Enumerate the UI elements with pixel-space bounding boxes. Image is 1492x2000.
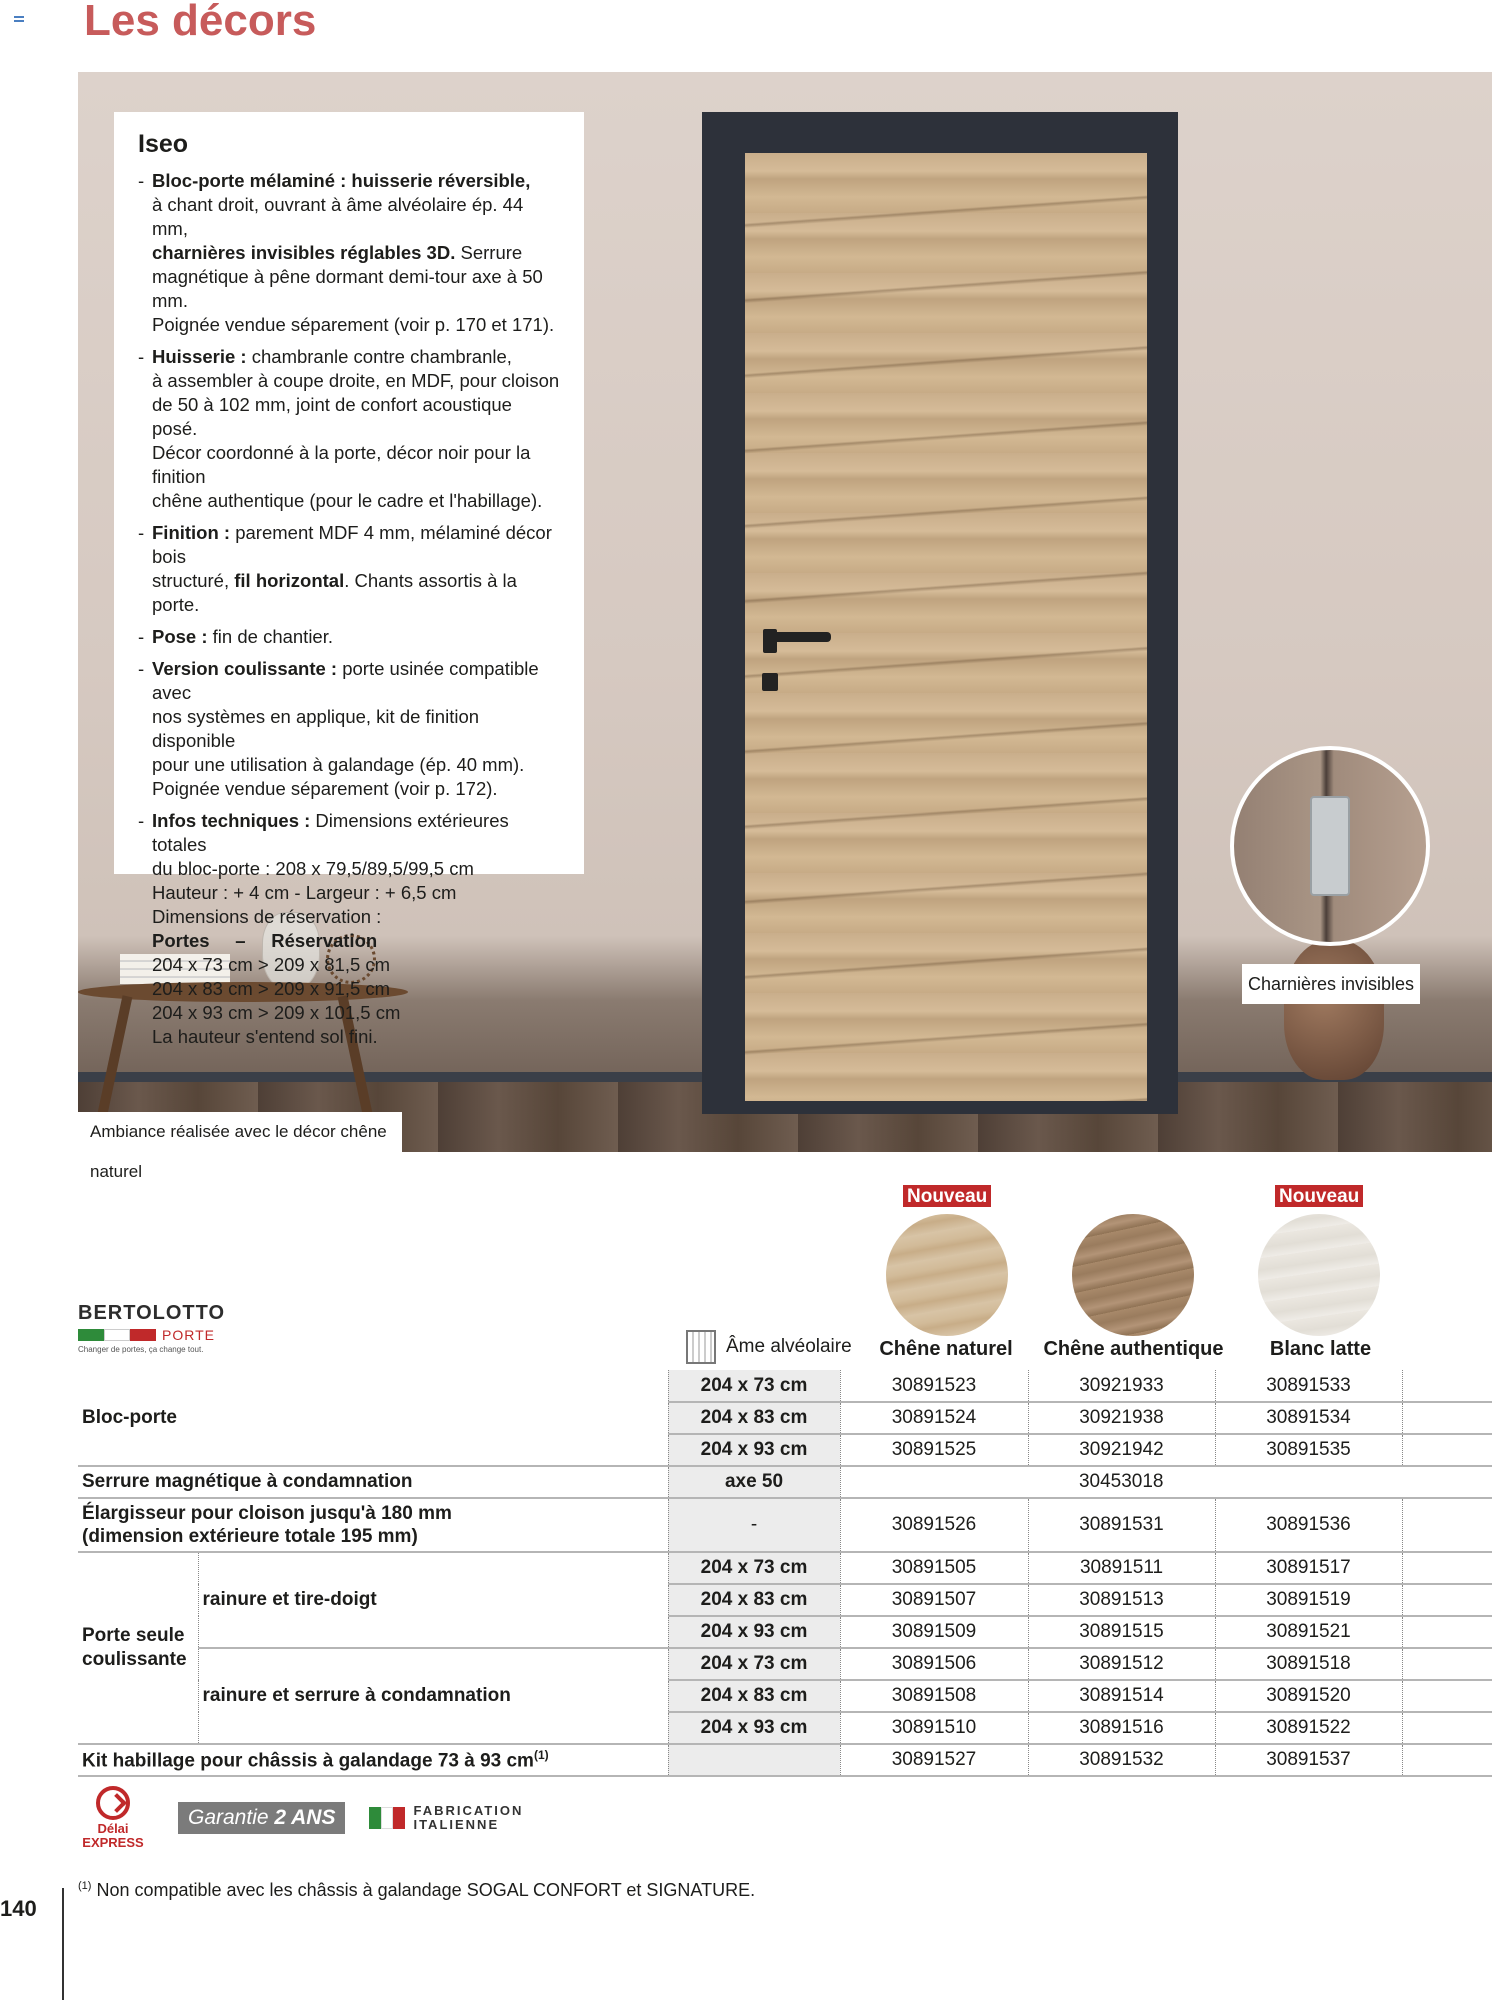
spec-line: pour une utilisation à galandage (ép. 40 mm). [152, 754, 525, 775]
column-header: Blanc latte [1269, 1338, 1372, 1360]
footnote: $^{(1)}$ Non compatible avec les châssis à galandage SOGAL CONFORT et SIGNATURE. [78, 1880, 756, 1900]
swatch-blanc-latte [1258, 1214, 1380, 1336]
table-row: 204 x 93 cm 30891525 30921942 30891535 [78, 1434, 1492, 1466]
new-badge: Nouveau [1274, 1184, 1364, 1208]
table-row: 204 x 83 cm 30891524 30921938 30891534 [78, 1402, 1492, 1434]
spec-item [138, 809, 562, 1049]
brand-slogan: Changer de portes, ça change tout. [78, 1345, 204, 1354]
spec-line: Poignée vendue séparement (voir p. 170 et 171). [152, 314, 555, 335]
spec-line: - Infos techniques : Dimensions extérieures totales [152, 810, 509, 855]
menu-icon[interactable] [14, 16, 24, 24]
row-label: Bloc-porte [78, 1370, 668, 1466]
hinge-closeup [1230, 746, 1430, 946]
spec-line: - Pose : fin de chantier. [152, 626, 334, 647]
spec-line: - Version coulissante : porte usinée compatible avec [152, 658, 539, 703]
table-row: 204 x 93 cm 30891510 30891516 30891522 [78, 1712, 1492, 1744]
product-title: Iseo [138, 130, 189, 158]
spec-line: de 50 à 102 mm, joint de confort acoustique posé. [152, 394, 512, 439]
row-label: Serrure magnétique à condamnation [78, 1466, 668, 1498]
row-label: Élargisseur pour cloison jusqu'à 180 mm (dimension extérieure totale 195 mm) [78, 1498, 668, 1552]
spec-line: nos systèmes en applique, kit de finition disponible [152, 706, 480, 751]
spec-line: à assembler à coupe droite, en MDF, pour cloison [152, 370, 560, 391]
spec-item [138, 625, 562, 649]
page-title: Les décors [84, 0, 317, 45]
brand-sub: PORTE [162, 1327, 215, 1343]
spec-line: chêne authentique (pour le cadre et l'habillage). [152, 490, 543, 511]
column-header: Chêne naturel [879, 1338, 1013, 1360]
guarantee-badge: Garantie 2 ANS [178, 1802, 345, 1834]
table-row: 204 x 83 cm 30891508 30891514 30891520 [78, 1680, 1492, 1712]
sub-row-label: rainure et serrure à condamnation [198, 1648, 668, 1744]
spec-line: - Huisserie : chambranle contre chambranle, [152, 346, 512, 367]
spec-line: Poignée vendue séparement (voir p. 172). [152, 778, 498, 799]
spec-line: La hauteur s'entend sol fini. [152, 1026, 378, 1047]
spec-line: 204 x 73 cm > 209 x 81,5 cm [152, 954, 391, 975]
spec-line: 204 x 83 cm > 209 x 91,5 cm [152, 978, 391, 999]
spec-line: Décor coordonné à la porte, décor noir pour la finition [152, 442, 531, 487]
logos-row [78, 1786, 523, 1850]
table-row: Élargisseur pour cloison jusqu'à 180 mm (dimension extérieure totale 195 mm) - 30891526 30891531 30891536 [78, 1498, 1492, 1552]
spec-item [138, 657, 562, 801]
table-row: Bloc-porte 204 x 73 cm 30891523 30921933 30891533 [78, 1370, 1492, 1402]
spec-item [138, 521, 562, 617]
hinge-caption: Charnières invisibles [1242, 964, 1420, 1004]
door-lever-icon [763, 632, 831, 642]
door-leaf [745, 153, 1147, 1101]
spec-line: structuré, fil horizontal. Chants assortis à la porte. [152, 570, 517, 615]
spec-line: Dimensions de réservation : [152, 906, 382, 927]
express-delivery-badge: Délai EXPRESS [78, 1786, 148, 1850]
table-row: rainure et serrure à condamnation 204 x 73 cm 30891506 30891512 30891518 [78, 1648, 1492, 1680]
page-rule [62, 1888, 64, 2000]
spec-line: du bloc-porte : 208 x 79,5/89,5/99,5 cm [152, 858, 474, 879]
table-row: 204 x 83 cm 30891507 30891513 30891519 [78, 1584, 1492, 1616]
spec-line: à chant droit, ouvrant à âme alvéolaire ép. 44 mm, [152, 194, 524, 239]
brand-logo [78, 1302, 228, 1354]
new-badge: Nouveau [902, 1184, 992, 1208]
product-spec-list [138, 169, 562, 1049]
core-type-label: Âme alvéolaire [686, 1330, 852, 1364]
spec-line: magnétique à pêne dormant demi-tour axe à 50 mm. [152, 266, 543, 311]
swatch-chene-authentique [1072, 1214, 1194, 1336]
spec-line: Hauteur : + 4 cm - Largeur : + 6,5 cm [152, 882, 457, 903]
spec-line: charnières invisibles réglables 3D. Serrure [152, 242, 523, 263]
table-row: Kit habillage pour châssis à galandage 73 à 93 $cm^{(1)}$ 30891527 30891532 30891537 [78, 1744, 1492, 1776]
row-label: Porte seule coulissante [78, 1552, 198, 1744]
product-info-box [114, 112, 584, 1047]
spec-line: 204 x 93 cm > 209 x 101,5 cm [152, 1002, 401, 1023]
made-in-italy-label: FABRICATION ITALIENNE [413, 1803, 524, 1832]
spec-line: - Finition : parement MDF 4 mm, mélaminé décor bois [152, 522, 552, 567]
ambiance-caption: Ambiance réalisée avec le décor chêne naturel [78, 1112, 402, 1152]
express-arrow-icon [96, 1786, 130, 1820]
spec-line: Portes – Réservation [152, 930, 378, 951]
spec-item [138, 169, 562, 337]
sub-row-label: rainure et tire-doigt [198, 1552, 668, 1648]
brand-name: BERTOLOTTO [78, 1302, 226, 1324]
spec-line: - Bloc-porte mélaminé : huisserie réversible, [152, 170, 531, 191]
italy-flag-icon [369, 1807, 405, 1829]
honeycomb-core-icon [686, 1330, 716, 1364]
brown-vase-decor [1284, 940, 1384, 1080]
product-table [78, 1370, 1492, 1777]
column-header: Chêne authentique [1043, 1338, 1224, 1360]
page-number: 140 [0, 1896, 37, 1921]
table-row: Serrure magnétique à condamnation axe 50 30453018 [78, 1466, 1492, 1498]
table-row: 204 x 93 cm 30891509 30891515 30891521 [78, 1616, 1492, 1648]
swatch-chene-naturel [886, 1214, 1008, 1336]
lock-icon [762, 673, 778, 691]
table-row: Porte seule coulissante rainure et tire-doigt 204 x 73 cm 30891505 30891511 30891517 [78, 1552, 1492, 1584]
row-label: Kit habillage pour châssis à galandage 73 à 93 $cm^{(1)}$ [78, 1744, 668, 1776]
spec-item [138, 345, 562, 513]
